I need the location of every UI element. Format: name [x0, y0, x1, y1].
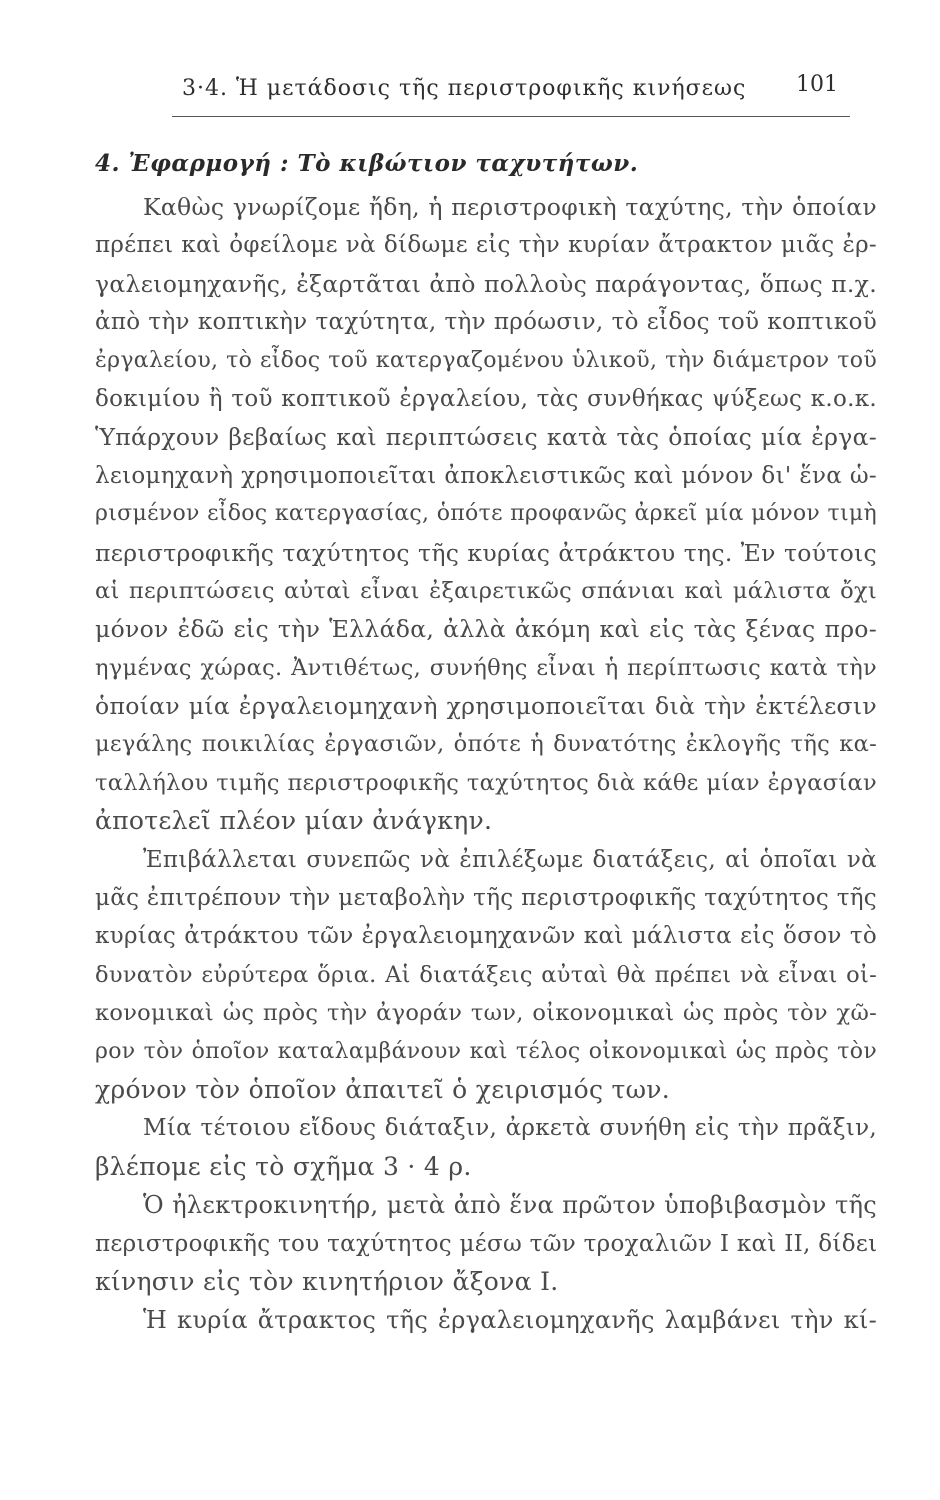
text-line: περιστροφικῆς ταχύτητος τῆς κυρίας ἀτράκτου της. Ἐν τούτοις [95, 538, 877, 567]
text-line: ἐργαλείου, τὸ εἶδος τοῦ κατεργαζομένου ὑλικοῦ, τὴν διάμετρον τοῦ [95, 347, 877, 373]
text-line: αἱ περιπτώσεις αὐταὶ εἶναι ἐξαιρετικῶς σπάνιαι καὶ μάλιστα ὄχι [95, 577, 877, 604]
text-line: κίνησιν εἰς τὸν κινητήριον ἄξονα Ι. [95, 1266, 559, 1296]
text-line: Ἡ κυρία ἄτρακτος τῆς ἐργαλειομηχανῆς λαμβάνει τὴν κί- [143, 1306, 877, 1335]
text-line: μεγάλης ποικιλίας ἐργασιῶν, ὁπότε ἡ δυνατότης ἐκλογῆς τῆς κα- [95, 731, 877, 758]
running-head [160, 70, 850, 110]
text-line: Μία τέτοιου εἴδους διάταξιν, ἀρκετὰ συνήθη εἰς τὴν πρᾶξιν, [143, 1115, 877, 1142]
text-line: πρέπει καὶ ὀφείλομε νὰ δίδωμε εἰς τὴν κυρίαν ἄτρακτον μιᾶς ἐρ- [95, 232, 877, 259]
text-line: κονομικαὶ ὡς πρὸς τὴν ἀγοράν των, οἰκονομικαὶ ὡς πρὸς τὸν χῶ- [95, 1000, 877, 1027]
header-rule [172, 116, 850, 117]
text-line: μόνον ἐδῶ εἰς τὴν Ἑλλάδα, ἀλλὰ ἀκόμη καὶ εἰς τὰς ξένας προ- [95, 615, 877, 644]
body-text [95, 188, 877, 1340]
section-heading: 4. Ἐφαρμογή : Τὸ κιβώτιον ταχυτήτων. [95, 150, 639, 177]
text-line: χρόνον τὸν ὁποῖον ἀπαιτεῖ ὁ χειρισμός των. [95, 1074, 671, 1104]
text-line: ὁποίαν μία ἐργαλειομηχανὴ χρησιμοποιεῖται διὰ τὴν ἐκτέλεσιν [95, 692, 877, 721]
text-line: ρισμένον εἶδος κατεργασίας, ὁπότε προφανῶς ἀρκεῖ μία μόνον τιμὴ [95, 501, 877, 527]
text-line: Καθὼς γνωρίζομε ἤδη, ἡ περιστροφικὴ ταχύτης, τὴν ὁποίαν [143, 193, 877, 221]
page-number: 101 [796, 72, 838, 97]
text-line: βλέπομε εἰς τὸ σχῆμα 3 · 4 ρ. [95, 1151, 472, 1181]
text-line: Ὑπάρχουν βεβαίως καὶ περιπτώσεις κατὰ τὰς ὁποίας μία ἐργα- [95, 423, 877, 452]
text-line: γαλειομηχανῆς, ἐξαρτᾶται ἀπὸ πολλοὺς παράγοντας, ὅπως π.χ. [95, 269, 877, 298]
text-line: λειομηχανὴ χρησιμοποιεῖται ἀποκλειστικῶς καὶ μόνον δι' ἕνα ὡ- [95, 462, 877, 489]
running-title: 3·4. Ἡ μετάδοσις τῆς περιστροφικῆς κινήσεως [182, 76, 747, 101]
text-line: Ὁ ἠλεκτροκινητήρ, μετὰ ἀπὸ ἕνα πρῶτον ὑποβιβασμὸν τῆς [143, 1191, 877, 1220]
text-line: δοκιμίου ἢ τοῦ κοπτικοῦ ἐργαλείου, τὰς συνθήκας ψύξεως κ.ο.κ. [95, 385, 877, 412]
text-line: περιστροφικῆς του ταχύτητος μέσω τῶν τροχαλιῶν Ι καὶ ΙΙ, δίδει [95, 1230, 878, 1257]
text-line: δυνατὸν εὐρύτερα ὅρια. Αἱ διατάξεις αὐταὶ θὰ πρέπει νὰ εἶναι οἰ- [95, 961, 877, 988]
text-line: ηγμένας χώρας. Ἀντιθέτως, συνήθης εἶναι ἡ περίπτωσις κατὰ τὴν [95, 654, 877, 681]
text-line: ἀπὸ τὴν κοπτικὴν ταχύτητα, τὴν πρόωσιν, τὸ εἶδος τοῦ κοπτικοῦ [95, 309, 877, 336]
text-line: μᾶς ἐπιτρέπουν τὴν μεταβολὴν τῆς περιστροφικῆς ταχύτητος τῆς [95, 885, 877, 912]
text-line: Ἐπιβάλλεται συνεπῶς νὰ ἐπιλέξωμε διατάξεις, αἱ ὁποῖαι νὰ [143, 846, 877, 873]
text-line: κυρίας ἀτράκτου τῶν ἐργαλειομηχανῶν καὶ μάλιστα εἰς ὅσον τὸ [95, 923, 877, 950]
text-line: ρον τὸν ὁποῖον καταλαμβάνουν καὶ τέλος οἰκονομικαὶ ὡς πρὸς τὸν [95, 1038, 877, 1064]
text-line: ἀποτελεῖ πλέον μίαν ἀνάγκην. [95, 806, 493, 836]
text-line: ταλλήλου τιμῆς περιστροφικῆς ταχύτητος διὰ κάθε μίαν ἐργασίαν [95, 769, 877, 796]
